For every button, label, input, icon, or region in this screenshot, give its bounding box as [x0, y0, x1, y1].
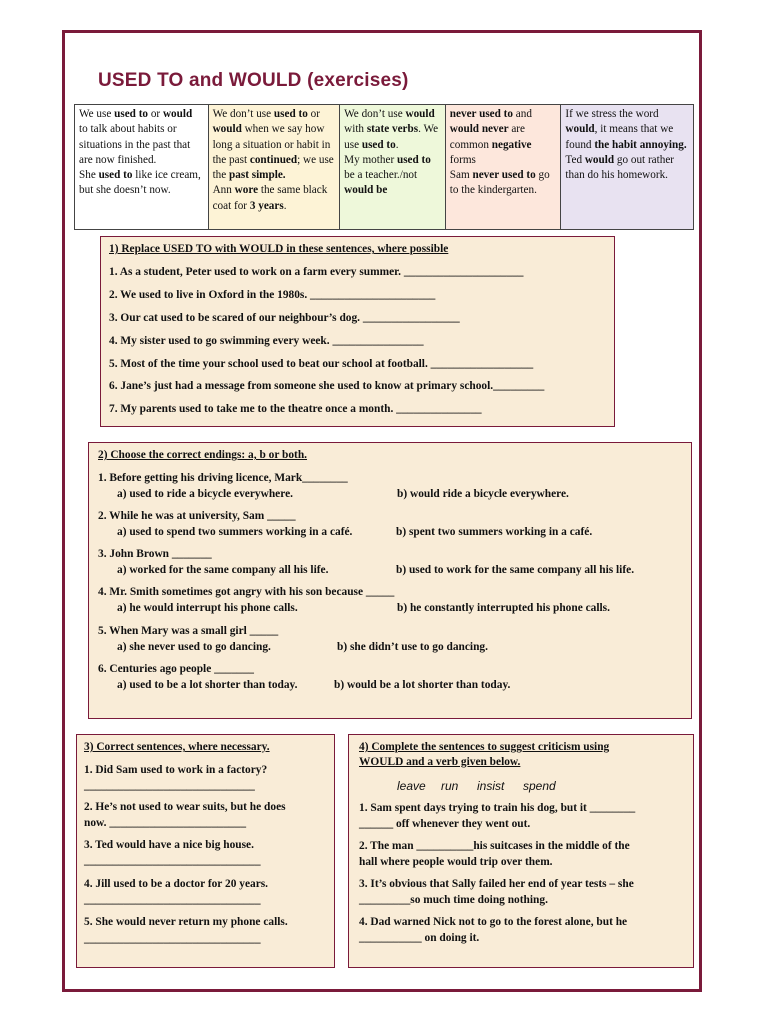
exercise-1-title: 1) Replace USED TO with WOULD in these sentences, where possible	[109, 243, 449, 255]
exercise-2-question: 4. Mr. Smith sometimes got angry with his son because _____	[98, 586, 395, 598]
exercise-4-item: 1. Sam spent days trying to train his dog, but it ________	[359, 802, 636, 814]
exercise-2-option-b: b) would ride a bicycle everywhere.	[397, 488, 569, 500]
rules-table	[74, 104, 694, 230]
exercise-2-question: 5. When Mary was a small girl _____	[98, 625, 279, 637]
exercise-2-option-b: b) she didn’t use to go dancing.	[337, 641, 488, 653]
exercise-2-box	[88, 442, 692, 719]
rule-cell-1: We use used to or would to talk about habits or situations in the past that are now finished. She used to like ice cream, but she doesn’t now.	[75, 105, 209, 229]
exercise-4-title-line-2: WOULD and a verb given below.	[359, 756, 521, 768]
exercise-2-option-a: a) he would interrupt his phone calls.	[117, 602, 298, 614]
rule-cell-3: We don’t use would with state verbs. We use used to. My mother used to be a teacher./not would be	[340, 105, 446, 229]
exercise-2-option-a: a) used to spend two summers working in a café.	[117, 526, 353, 538]
exercise-2-title: 2) Choose the correct endings: a, b or both.	[98, 449, 308, 461]
exercise-4-item: 4. Dad warned Nick not to go to the forest alone, but he	[359, 916, 628, 928]
exercise-3-item: 5. She would never return my phone calls.	[84, 916, 288, 928]
exercise-2-option-a: a) worked for the same company all his life.	[117, 564, 329, 576]
exercise-4-item-cont: hall where people would trip over them.	[359, 856, 553, 868]
exercise-1-item: 3. Our cat used to be scared of our neighbour’s dog. _________________	[109, 312, 460, 324]
rule-cell-5: If we stress the word would, it means that we found the habit annoying. Ted would go out rather than do his homework.	[561, 105, 693, 229]
exercise-1-item: 2. We used to live in Oxford in the 1980s. ______________________	[109, 289, 436, 301]
exercise-1-item: 6. Jane’s just had a message from someone she used to know at primary school._________	[109, 380, 545, 392]
exercise-4-item-cont: ______ off whenever they went out.	[359, 818, 531, 830]
exercise-2-option-b: b) spent two summers working in a café.	[396, 526, 593, 538]
exercise-3-title: 3) Correct sentences, where necessary.	[84, 741, 270, 753]
exercise-2-option-a: a) she never used to go dancing.	[117, 641, 271, 653]
exercise-2-question: 2. While he was at university, Sam _____	[98, 510, 296, 522]
exercise-3-item: 2. He’s not used to wear suits, but he does	[84, 801, 286, 813]
exercise-3-answer-line: _______________________________	[84, 933, 261, 945]
exercise-2-option-b: b) used to work for the same company all his life.	[396, 564, 635, 576]
exercise-1-item: 4. My sister used to go swimming every week. ________________	[109, 335, 424, 347]
exercise-4-item: 2. The man __________his suitcases in the middle of the	[359, 840, 630, 852]
rule-cell-2: We don’t use used to or would when we say how long a situation or habit in the past continued; we use the past simple. Ann wore the same black coat for 3 years.	[209, 105, 341, 229]
rule-cell-4: never used to and would never are common negative forms Sam never used to go to the kindergarten.	[446, 105, 562, 229]
exercise-4-box	[348, 734, 694, 968]
verb-option: spend	[523, 779, 556, 793]
verb-option: run	[441, 779, 459, 793]
exercise-2-option-b: b) he constantly interrupted his phone calls.	[397, 602, 610, 614]
exercise-2-question: 3. John Brown _______	[98, 548, 212, 560]
exercise-2-question: 1. Before getting his driving licence, Mark________	[98, 472, 348, 484]
verb-option: leave	[397, 779, 426, 793]
exercise-2-question: 6. Centuries ago people _______	[98, 663, 254, 675]
exercise-3-box	[76, 734, 335, 968]
exercise-3-item: 4. Jill used to be a doctor for 20 years.	[84, 878, 269, 890]
exercise-4-item-cont: ___________ on doing it.	[359, 932, 480, 944]
exercise-2-option-b: b) would be a lot shorter than today.	[334, 679, 511, 691]
exercise-1-item: 1. As a student, Peter used to work on a farm every summer. _____________________	[109, 266, 524, 278]
exercise-3-answer-line: now. ________________________	[84, 817, 247, 829]
exercise-1-box	[100, 236, 615, 427]
verb-option: insist	[477, 779, 505, 793]
exercise-4-item-cont: _________so much time doing nothing.	[359, 894, 548, 906]
page-title: USED TO and WOULD (exercises)	[98, 70, 409, 91]
exercise-2-option-a: a) used to ride a bicycle everywhere.	[117, 488, 293, 500]
exercise-1-item: 7. My parents used to take me to the theatre once a month. _______________	[109, 403, 482, 415]
exercise-3-item: 3. Ted would have a nice big house.	[84, 839, 254, 851]
exercise-3-answer-line: _______________________________	[84, 894, 261, 906]
exercise-3-answer-line: ______________________________	[84, 780, 255, 792]
exercise-4-title: 4) Complete the sentences to suggest criticism using	[359, 741, 610, 753]
exercise-3-answer-line: _______________________________	[84, 855, 261, 867]
exercise-1-item: 5. Most of the time your school used to beat our school at football. __________________	[109, 358, 534, 370]
exercise-2-option-a: a) used to be a lot shorter than today.	[117, 679, 298, 691]
exercise-3-item: 1. Did Sam used to work in a factory?	[84, 764, 268, 776]
exercise-4-item: 3. It’s obvious that Sally failed her end of year tests – she	[359, 878, 634, 890]
